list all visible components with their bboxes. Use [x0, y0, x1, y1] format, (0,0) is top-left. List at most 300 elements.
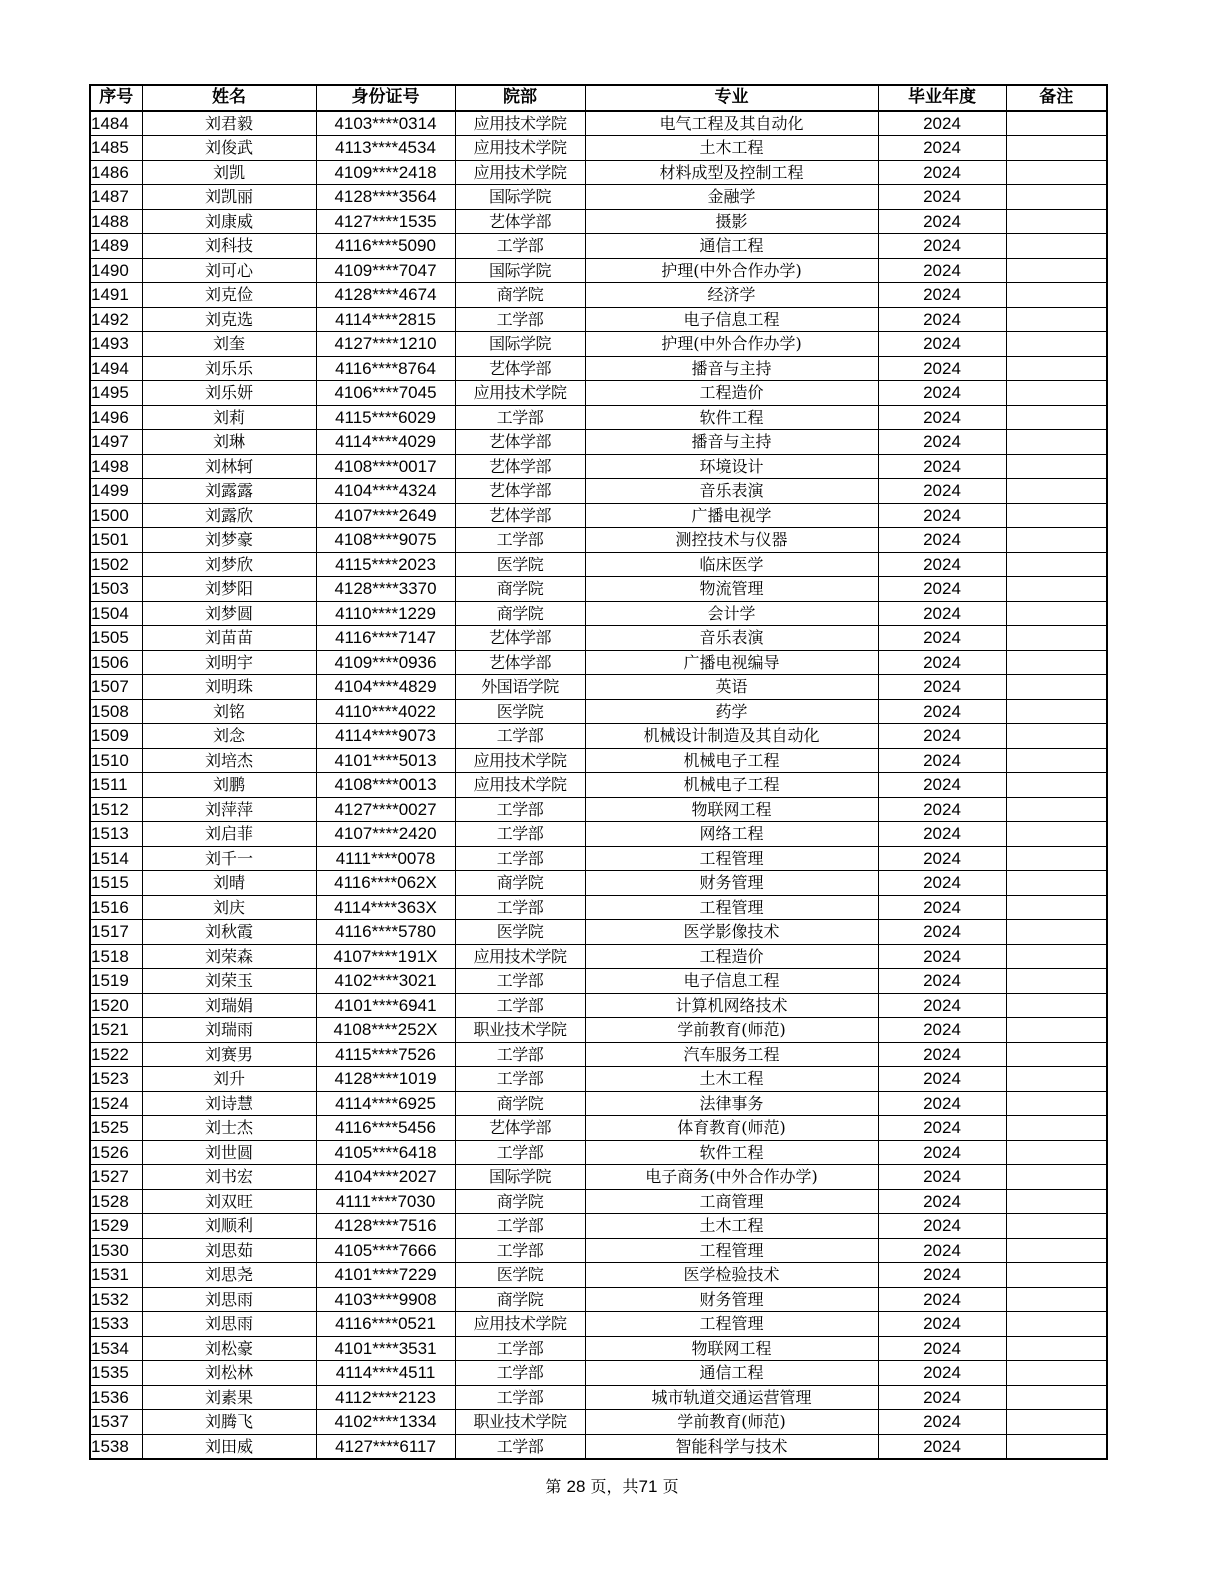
graduation-year-cell: 2024: [878, 234, 1006, 259]
graduation-year-cell: 2024: [878, 601, 1006, 626]
major-cell: 计算机网络技术: [585, 993, 878, 1018]
department-cell: 工学部: [455, 1238, 585, 1263]
graduation-year-cell: 2024: [878, 1018, 1006, 1043]
seq-cell: 1530: [90, 1238, 142, 1263]
note-cell: [1006, 381, 1107, 406]
name-cell: 刘乐妍: [142, 381, 316, 406]
major-cell: 电气工程及其自动化: [585, 111, 878, 136]
seq-cell: 1502: [90, 552, 142, 577]
table-row: [90, 675, 1107, 700]
seq-cell: 1532: [90, 1287, 142, 1312]
note-cell: [1006, 699, 1107, 724]
seq-cell: 1484: [90, 111, 142, 136]
department-cell: 工学部: [455, 1140, 585, 1165]
note-cell: [1006, 1214, 1107, 1239]
graduation-year-cell: 2024: [878, 430, 1006, 455]
seq-cell: 1515: [90, 871, 142, 896]
department-cell: 工学部: [455, 1385, 585, 1410]
major-cell: 智能科学与技术: [585, 1434, 878, 1459]
seq-cell: 1503: [90, 577, 142, 602]
name-cell: 刘可心: [142, 258, 316, 283]
total-page-number: 71: [638, 1477, 658, 1496]
department-cell: 医学院: [455, 699, 585, 724]
name-cell: 刘康威: [142, 209, 316, 234]
id-number-cell: 4108****0013: [316, 773, 455, 798]
seq-cell: 1524: [90, 1091, 142, 1116]
table-row: [90, 626, 1107, 651]
footer-suffix: 页: [662, 1477, 679, 1496]
department-cell: 商学院: [455, 871, 585, 896]
id-number-cell: 4102****1334: [316, 1410, 455, 1435]
major-cell: 电子信息工程: [585, 307, 878, 332]
seq-cell: 1497: [90, 430, 142, 455]
name-cell: 刘凯丽: [142, 185, 316, 210]
name-cell: 刘秋霞: [142, 920, 316, 945]
graduation-year-cell: 2024: [878, 1042, 1006, 1067]
id-number-cell: 4116****5780: [316, 920, 455, 945]
graduation-year-cell: 2024: [878, 111, 1006, 136]
department-cell: 艺体学部: [455, 356, 585, 381]
graduation-year-cell: 2024: [878, 675, 1006, 700]
department-cell: 应用技术学院: [455, 748, 585, 773]
table-row: [90, 822, 1107, 847]
seq-cell: 1491: [90, 283, 142, 308]
id-number-cell: 4104****4829: [316, 675, 455, 700]
note-cell: [1006, 1042, 1107, 1067]
table-body: [90, 111, 1107, 1460]
major-cell: 播音与主持: [585, 356, 878, 381]
department-cell: 工学部: [455, 1214, 585, 1239]
graduation-year-cell: 2024: [878, 748, 1006, 773]
department-cell: 工学部: [455, 993, 585, 1018]
id-number-cell: 4127****0027: [316, 797, 455, 822]
major-cell: 通信工程: [585, 1361, 878, 1386]
note-cell: [1006, 797, 1107, 822]
table-row: [90, 381, 1107, 406]
seq-cell: 1529: [90, 1214, 142, 1239]
table-row: [90, 1361, 1107, 1386]
major-cell: 临床医学: [585, 552, 878, 577]
graduate-table: [89, 84, 1108, 1460]
seq-cell: 1525: [90, 1116, 142, 1141]
graduation-year-cell: 2024: [878, 699, 1006, 724]
note-cell: [1006, 1165, 1107, 1190]
department-cell: 职业技术学院: [455, 1410, 585, 1435]
major-cell: 财务管理: [585, 1287, 878, 1312]
department-cell: 工学部: [455, 969, 585, 994]
table-row: [90, 1238, 1107, 1263]
seq-cell: 1522: [90, 1042, 142, 1067]
name-cell: 刘思雨: [142, 1312, 316, 1337]
graduation-year-cell: 2024: [878, 1410, 1006, 1435]
note-cell: [1006, 503, 1107, 528]
table-row: [90, 454, 1107, 479]
department-cell: 艺体学部: [455, 209, 585, 234]
id-number-cell: 4128****1019: [316, 1067, 455, 1092]
seq-cell: 1538: [90, 1434, 142, 1459]
id-number-cell: 4108****252X: [316, 1018, 455, 1043]
graduation-year-cell: 2024: [878, 283, 1006, 308]
seq-cell: 1535: [90, 1361, 142, 1386]
table-row: [90, 307, 1107, 332]
header-note: 备注: [1006, 85, 1107, 111]
table-row: [90, 1434, 1107, 1459]
note-cell: [1006, 528, 1107, 553]
graduation-year-cell: 2024: [878, 650, 1006, 675]
note-cell: [1006, 479, 1107, 504]
seq-cell: 1516: [90, 895, 142, 920]
name-cell: 刘苗苗: [142, 626, 316, 651]
department-cell: 应用技术学院: [455, 381, 585, 406]
id-number-cell: 4128****4674: [316, 283, 455, 308]
department-cell: 艺体学部: [455, 1116, 585, 1141]
name-cell: 刘腾飞: [142, 1410, 316, 1435]
id-number-cell: 4110****4022: [316, 699, 455, 724]
name-cell: 刘凯: [142, 160, 316, 185]
seq-cell: 1508: [90, 699, 142, 724]
major-cell: 测控技术与仪器: [585, 528, 878, 553]
major-cell: 会计学: [585, 601, 878, 626]
note-cell: [1006, 822, 1107, 847]
seq-cell: 1492: [90, 307, 142, 332]
major-cell: 机械设计制造及其自动化: [585, 724, 878, 749]
seq-cell: 1494: [90, 356, 142, 381]
table-row: [90, 1116, 1107, 1141]
major-cell: 体育教育(师范): [585, 1116, 878, 1141]
department-cell: 商学院: [455, 1287, 585, 1312]
department-cell: 应用技术学院: [455, 111, 585, 136]
seq-cell: 1510: [90, 748, 142, 773]
major-cell: 机械电子工程: [585, 773, 878, 798]
department-cell: 工学部: [455, 822, 585, 847]
id-number-cell: 4104****4324: [316, 479, 455, 504]
id-number-cell: 4128****7516: [316, 1214, 455, 1239]
id-number-cell: 4111****0078: [316, 846, 455, 871]
department-cell: 工学部: [455, 234, 585, 259]
name-cell: 刘士杰: [142, 1116, 316, 1141]
department-cell: 商学院: [455, 601, 585, 626]
major-cell: 学前教育(师范): [585, 1410, 878, 1435]
note-cell: [1006, 283, 1107, 308]
name-cell: 刘松豪: [142, 1336, 316, 1361]
name-cell: 刘克俭: [142, 283, 316, 308]
graduation-year-cell: 2024: [878, 1385, 1006, 1410]
major-cell: 摄影: [585, 209, 878, 234]
name-cell: 刘双旺: [142, 1189, 316, 1214]
note-cell: [1006, 577, 1107, 602]
seq-cell: 1496: [90, 405, 142, 430]
graduation-year-cell: 2024: [878, 258, 1006, 283]
id-number-cell: 4114****2815: [316, 307, 455, 332]
name-cell: 刘念: [142, 724, 316, 749]
seq-cell: 1536: [90, 1385, 142, 1410]
table-row: [90, 1410, 1107, 1435]
department-cell: 艺体学部: [455, 503, 585, 528]
department-cell: 工学部: [455, 1042, 585, 1067]
note-cell: [1006, 185, 1107, 210]
name-cell: 刘顺利: [142, 1214, 316, 1239]
name-cell: 刘赛男: [142, 1042, 316, 1067]
header-name: 姓名: [142, 85, 316, 111]
graduation-year-cell: 2024: [878, 822, 1006, 847]
major-cell: 网络工程: [585, 822, 878, 847]
header-id: 身份证号: [316, 85, 455, 111]
name-cell: 刘鹏: [142, 773, 316, 798]
id-number-cell: 4116****0521: [316, 1312, 455, 1337]
seq-cell: 1500: [90, 503, 142, 528]
major-cell: 城市轨道交通运营管理: [585, 1385, 878, 1410]
table-row: [90, 944, 1107, 969]
table-row: [90, 993, 1107, 1018]
id-number-cell: 4116****8764: [316, 356, 455, 381]
table-row: [90, 1385, 1107, 1410]
major-cell: 广播电视编导: [585, 650, 878, 675]
id-number-cell: 4115****2023: [316, 552, 455, 577]
major-cell: 播音与主持: [585, 430, 878, 455]
note-cell: [1006, 1067, 1107, 1092]
seq-cell: 1498: [90, 454, 142, 479]
table-row: [90, 234, 1107, 259]
header-seq: 序号: [90, 85, 142, 111]
name-cell: 刘林轲: [142, 454, 316, 479]
graduation-year-cell: 2024: [878, 1214, 1006, 1239]
name-cell: 刘瑞雨: [142, 1018, 316, 1043]
graduation-year-cell: 2024: [878, 1434, 1006, 1459]
id-number-cell: 4107****2649: [316, 503, 455, 528]
table-row: [90, 136, 1107, 161]
name-cell: 刘乐乐: [142, 356, 316, 381]
name-cell: 刘君毅: [142, 111, 316, 136]
name-cell: 刘书宏: [142, 1165, 316, 1190]
note-cell: [1006, 1140, 1107, 1165]
id-number-cell: 4112****2123: [316, 1385, 455, 1410]
note-cell: [1006, 430, 1107, 455]
id-number-cell: 4105****7666: [316, 1238, 455, 1263]
note-cell: [1006, 969, 1107, 994]
department-cell: 应用技术学院: [455, 944, 585, 969]
department-cell: 工学部: [455, 797, 585, 822]
seq-cell: 1487: [90, 185, 142, 210]
graduation-year-cell: 2024: [878, 136, 1006, 161]
seq-cell: 1521: [90, 1018, 142, 1043]
seq-cell: 1504: [90, 601, 142, 626]
seq-cell: 1501: [90, 528, 142, 553]
id-number-cell: 4113****4534: [316, 136, 455, 161]
seq-cell: 1485: [90, 136, 142, 161]
major-cell: 物联网工程: [585, 1336, 878, 1361]
id-number-cell: 4105****6418: [316, 1140, 455, 1165]
id-number-cell: 4128****3564: [316, 185, 455, 210]
graduation-year-cell: 2024: [878, 356, 1006, 381]
note-cell: [1006, 1238, 1107, 1263]
seq-cell: 1499: [90, 479, 142, 504]
name-cell: 刘明宇: [142, 650, 316, 675]
major-cell: 机械电子工程: [585, 748, 878, 773]
header-year: 毕业年度: [878, 85, 1006, 111]
major-cell: 工程管理: [585, 895, 878, 920]
department-cell: 艺体学部: [455, 650, 585, 675]
department-cell: 工学部: [455, 405, 585, 430]
major-cell: 广播电视学: [585, 503, 878, 528]
table-row: [90, 160, 1107, 185]
major-cell: 音乐表演: [585, 479, 878, 504]
seq-cell: 1531: [90, 1263, 142, 1288]
id-number-cell: 4127****1535: [316, 209, 455, 234]
name-cell: 刘世圆: [142, 1140, 316, 1165]
graduation-year-cell: 2024: [878, 1116, 1006, 1141]
major-cell: 工程管理: [585, 1238, 878, 1263]
name-cell: 刘素果: [142, 1385, 316, 1410]
note-cell: [1006, 920, 1107, 945]
note-cell: [1006, 234, 1107, 259]
name-cell: 刘升: [142, 1067, 316, 1092]
note-cell: [1006, 332, 1107, 357]
note-cell: [1006, 748, 1107, 773]
id-number-cell: 4102****3021: [316, 969, 455, 994]
note-cell: [1006, 258, 1107, 283]
seq-cell: 1495: [90, 381, 142, 406]
graduation-year-cell: 2024: [878, 209, 1006, 234]
name-cell: 刘晴: [142, 871, 316, 896]
name-cell: 刘思雨: [142, 1287, 316, 1312]
seq-cell: 1527: [90, 1165, 142, 1190]
seq-cell: 1519: [90, 969, 142, 994]
major-cell: 土木工程: [585, 1214, 878, 1239]
note-cell: [1006, 601, 1107, 626]
name-cell: 刘克选: [142, 307, 316, 332]
major-cell: 音乐表演: [585, 626, 878, 651]
graduation-year-cell: 2024: [878, 381, 1006, 406]
note-cell: [1006, 1385, 1107, 1410]
note-cell: [1006, 209, 1107, 234]
id-number-cell: 4114****6925: [316, 1091, 455, 1116]
major-cell: 土木工程: [585, 1067, 878, 1092]
seq-cell: 1514: [90, 846, 142, 871]
graduation-year-cell: 2024: [878, 160, 1006, 185]
name-cell: 刘思尧: [142, 1263, 316, 1288]
graduation-year-cell: 2024: [878, 1067, 1006, 1092]
major-cell: 工程造价: [585, 381, 878, 406]
table-row: [90, 773, 1107, 798]
name-cell: 刘梦豪: [142, 528, 316, 553]
graduation-year-cell: 2024: [878, 920, 1006, 945]
graduation-year-cell: 2024: [878, 1263, 1006, 1288]
note-cell: [1006, 1263, 1107, 1288]
seq-cell: 1526: [90, 1140, 142, 1165]
department-cell: 商学院: [455, 577, 585, 602]
department-cell: 应用技术学院: [455, 160, 585, 185]
id-number-cell: 4101****6941: [316, 993, 455, 1018]
note-cell: [1006, 724, 1107, 749]
note-cell: [1006, 846, 1107, 871]
table-row: [90, 577, 1107, 602]
id-number-cell: 4116****5456: [316, 1116, 455, 1141]
department-cell: 外国语学院: [455, 675, 585, 700]
id-number-cell: 4101****3531: [316, 1336, 455, 1361]
note-cell: [1006, 675, 1107, 700]
id-number-cell: 4110****1229: [316, 601, 455, 626]
current-page-number: 28: [566, 1477, 586, 1496]
name-cell: 刘露露: [142, 479, 316, 504]
table-row: [90, 1214, 1107, 1239]
major-cell: 护理(中外合作办学): [585, 258, 878, 283]
major-cell: 通信工程: [585, 234, 878, 259]
id-number-cell: 4103****9908: [316, 1287, 455, 1312]
graduation-year-cell: 2024: [878, 1165, 1006, 1190]
table-row: [90, 1263, 1107, 1288]
header-dept: 院部: [455, 85, 585, 111]
department-cell: 商学院: [455, 1091, 585, 1116]
id-number-cell: 4103****0314: [316, 111, 455, 136]
department-cell: 应用技术学院: [455, 773, 585, 798]
id-number-cell: 4116****5090: [316, 234, 455, 259]
table-row: [90, 1091, 1107, 1116]
graduation-year-cell: 2024: [878, 405, 1006, 430]
graduation-year-cell: 2024: [878, 528, 1006, 553]
name-cell: 刘俊武: [142, 136, 316, 161]
department-cell: 商学院: [455, 1189, 585, 1214]
id-number-cell: 4107****191X: [316, 944, 455, 969]
seq-cell: 1512: [90, 797, 142, 822]
table-row: [90, 601, 1107, 626]
table-row: [90, 258, 1107, 283]
graduation-year-cell: 2024: [878, 552, 1006, 577]
name-cell: 刘千一: [142, 846, 316, 871]
department-cell: 工学部: [455, 1336, 585, 1361]
department-cell: 工学部: [455, 846, 585, 871]
note-cell: [1006, 773, 1107, 798]
table-row: [90, 748, 1107, 773]
name-cell: 刘铭: [142, 699, 316, 724]
table-row: [90, 1018, 1107, 1043]
id-number-cell: 4114****363X: [316, 895, 455, 920]
major-cell: 经济学: [585, 283, 878, 308]
seq-cell: 1520: [90, 993, 142, 1018]
note-cell: [1006, 405, 1107, 430]
graduation-year-cell: 2024: [878, 895, 1006, 920]
table-row: [90, 1042, 1107, 1067]
name-cell: 刘启菲: [142, 822, 316, 847]
major-cell: 金融学: [585, 185, 878, 210]
department-cell: 艺体学部: [455, 430, 585, 455]
department-cell: 国际学院: [455, 185, 585, 210]
name-cell: 刘科技: [142, 234, 316, 259]
table-row: [90, 332, 1107, 357]
graduation-year-cell: 2024: [878, 969, 1006, 994]
table-row: [90, 283, 1107, 308]
graduation-year-cell: 2024: [878, 724, 1006, 749]
id-number-cell: 4101****5013: [316, 748, 455, 773]
seq-cell: 1506: [90, 650, 142, 675]
major-cell: 物流管理: [585, 577, 878, 602]
note-cell: [1006, 552, 1107, 577]
graduation-year-cell: 2024: [878, 871, 1006, 896]
note-cell: [1006, 111, 1107, 136]
id-number-cell: 4104****2027: [316, 1165, 455, 1190]
table-row: [90, 1336, 1107, 1361]
id-number-cell: 4109****2418: [316, 160, 455, 185]
graduation-year-cell: 2024: [878, 1140, 1006, 1165]
name-cell: 刘露欣: [142, 503, 316, 528]
graduation-year-cell: 2024: [878, 1312, 1006, 1337]
name-cell: 刘瑞娟: [142, 993, 316, 1018]
graduation-year-cell: 2024: [878, 332, 1006, 357]
table-row: [90, 185, 1107, 210]
graduation-year-cell: 2024: [878, 797, 1006, 822]
major-cell: 护理(中外合作办学): [585, 332, 878, 357]
id-number-cell: 4127****1210: [316, 332, 455, 357]
table-header-row: [90, 85, 1107, 111]
